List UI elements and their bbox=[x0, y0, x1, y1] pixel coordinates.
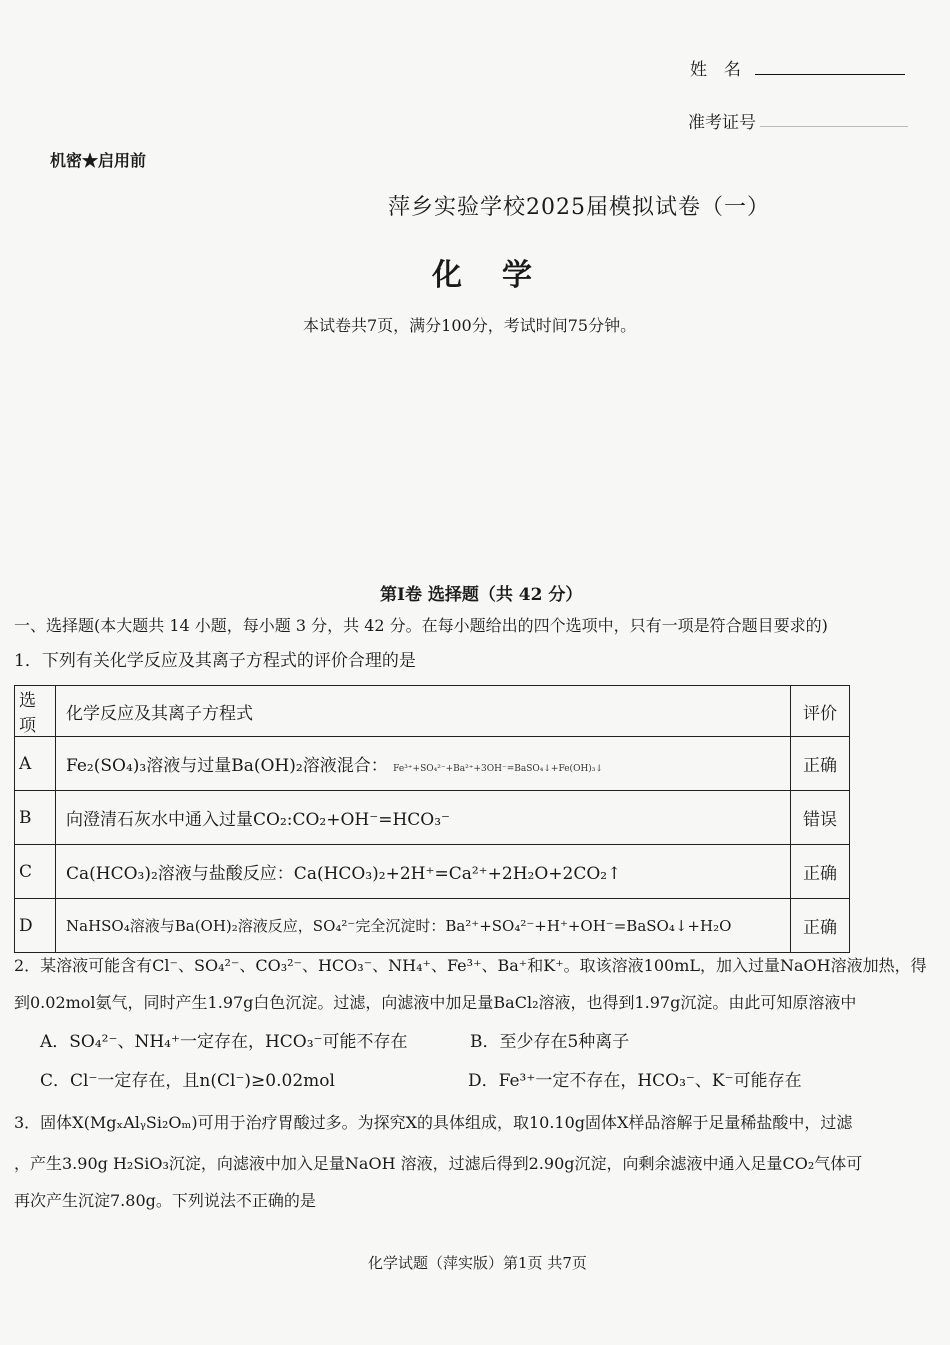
row-evaluation: 正确 bbox=[791, 899, 850, 953]
reaction-text: Fe₂(SO₄)₃溶液与过量Ba(OH)₂溶液混合： bbox=[66, 756, 388, 776]
q2-option-a: A．SO₄²⁻、NH₄⁺一定存在，HCO₃⁻可能不存在 bbox=[40, 1032, 408, 1052]
q3-line3: 再次产生沉淀7.80g。下列说法不正确的是 bbox=[14, 1191, 316, 1210]
header-option: 选项 bbox=[15, 686, 56, 737]
row-reaction: NaHSO₄溶液与Ba(OH)₂溶液反应，SO₄²⁻完全沉淀时：Ba²⁺+SO₄²⁻+H⁺+OH⁻=BaSO₄↓+H₂O bbox=[56, 899, 791, 953]
header-evaluation: 评价 bbox=[791, 686, 850, 737]
header-reaction: 化学反应及其离子方程式 bbox=[56, 686, 791, 737]
exam-title: 萍乡实验学校2025届模拟试卷（一） bbox=[388, 195, 770, 220]
q2-option-d: D．Fe³⁺一定不存在，HCO₃⁻、K⁻可能存在 bbox=[468, 1071, 802, 1091]
id-underline bbox=[760, 126, 908, 127]
table-row bbox=[15, 737, 850, 791]
id-label: 准考证号 bbox=[688, 113, 756, 133]
section-instruction: 一、选择题(本大题共 14 小题，每小题 3 分，共 42 分。在每小题给出的四个选项中，只有一项是符合题目要求的) bbox=[14, 616, 828, 635]
q1-stem: 1．下列有关化学反应及其离子方程式的评价合理的是 bbox=[14, 651, 416, 671]
name-label: 姓 名 bbox=[690, 60, 741, 80]
q1-table bbox=[14, 685, 850, 953]
row-option: A bbox=[15, 737, 56, 791]
row-option: B bbox=[15, 791, 56, 845]
exam-note: 本试卷共7页，满分100分，考试时间75分钟。 bbox=[303, 316, 637, 335]
row-reaction: 向澄清石灰水中通入过量CO₂:CO₂+OH⁻=HCO₃⁻ bbox=[56, 791, 791, 845]
q2-option-c: C．Cl⁻一定存在，且n(Cl⁻)≥0.02mol bbox=[40, 1071, 335, 1091]
row-reaction: Ca(HCO₃)₂溶液与盐酸反应：Ca(HCO₃)₂+2H⁺=Ca²⁺+2H₂O+2CO₂↑ bbox=[56, 845, 791, 899]
q3-line2: ，产生3.90g H₂SiO₃沉淀，向滤液中加入足量NaOH 溶液，过滤后得到2.90g沉淀，向剩余滤液中通入足量CO₂气体可 bbox=[14, 1154, 863, 1173]
name-underline bbox=[755, 74, 905, 75]
table-row bbox=[15, 845, 850, 899]
row-evaluation: 错误 bbox=[791, 791, 850, 845]
row-reaction bbox=[56, 737, 791, 791]
table-row bbox=[15, 791, 850, 845]
q2-line1: 2．某溶液可能含有Cl⁻、SO₄²⁻、CO₃²⁻、HCO₃⁻、NH₄⁺、Fe³⁺、Ba⁺和K⁺。取该溶液100mL，加入过量NaOH溶液加热，得 bbox=[14, 956, 927, 975]
subject-title: 化学 bbox=[432, 258, 572, 293]
section-heading: 第Ⅰ卷 选择题（共 42 分） bbox=[380, 585, 583, 605]
reaction-equation-small: Fe³⁺+SO₄²⁻+Ba²⁺+3OH⁻=BaSO₄↓+Fe(OH)₃↓ bbox=[393, 764, 603, 774]
row-evaluation: 正确 bbox=[791, 737, 850, 791]
table-header-row bbox=[15, 686, 850, 737]
row-evaluation: 正确 bbox=[791, 845, 850, 899]
row-option: D bbox=[15, 899, 56, 953]
q2-option-b: B．至少存在5种离子 bbox=[470, 1032, 630, 1052]
table-row bbox=[15, 899, 850, 953]
q3-line1: 3．固体X(MgₓAlᵧSi₂Oₘ)可用于治疗胃酸过多。为探究X的具体组成，取10.10g固体X样品溶解于足量稀盐酸中，过滤 bbox=[14, 1113, 853, 1132]
confidential-mark: 机密★启用前 bbox=[50, 151, 147, 170]
q2-line2: 到0.02mol氨气，同时产生1.97g白色沉淀。过滤，向滤液中加足量BaCl₂溶液，也得到1.97g沉淀。由此可知原溶液中 bbox=[14, 993, 857, 1012]
page-footer: 化学试题（萍实版）第1页 共7页 bbox=[368, 1254, 587, 1272]
row-option: C bbox=[15, 845, 56, 899]
